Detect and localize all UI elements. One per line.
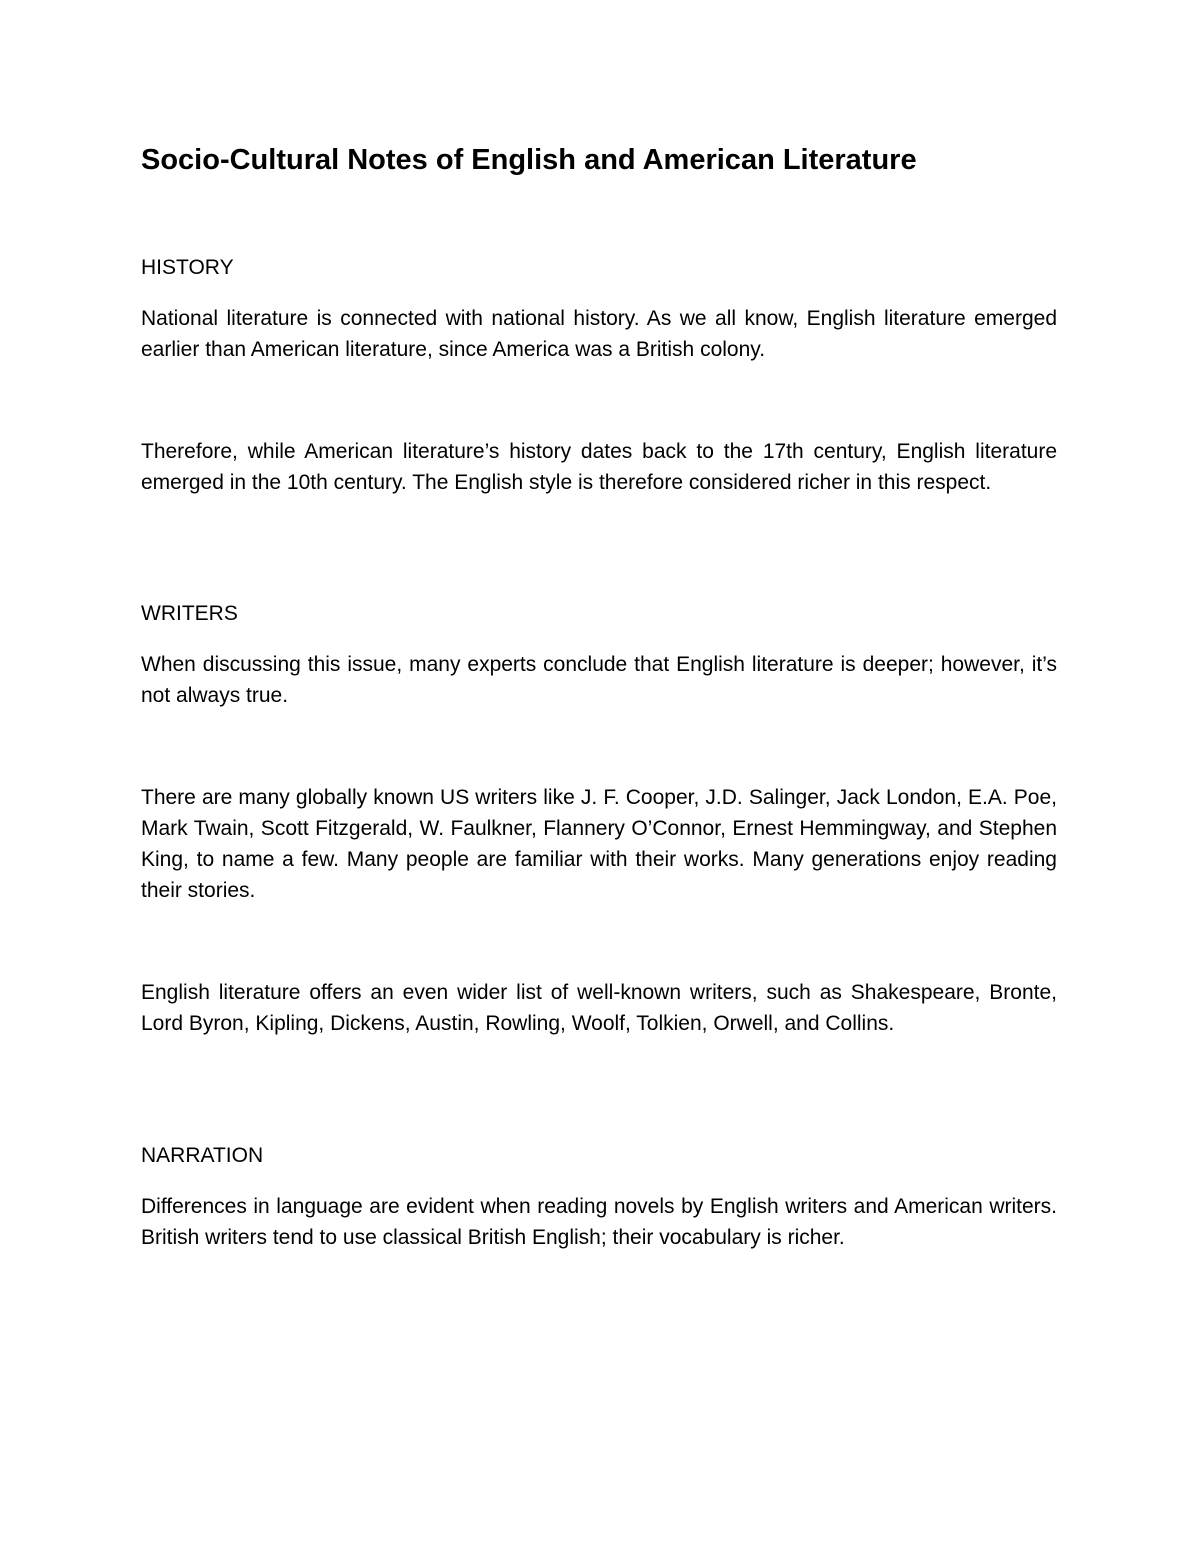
writers-paragraph-3: English literature offers an even wider list of well-known writers, such as Shakespeare, Bronte, Lord Byron, Kipling, Dickens, Austin, Rowling, Woolf, Tolkien, Orwell, and Collins. bbox=[141, 981, 1057, 1035]
section-heading-narration: NARRATION bbox=[141, 1144, 264, 1167]
writers-paragraph-1: When discussing this issue, many experts conclude that English literature is deeper; however, it’s not always true. bbox=[141, 653, 1057, 707]
section-heading-writers: WRITERS bbox=[141, 602, 238, 625]
section-heading-history: HISTORY bbox=[141, 256, 234, 279]
history-paragraph-2: Therefore, while American literature’s history dates back to the 17th century, English literature emerged in the 10th century. The English style is therefore considered richer in this respect. bbox=[141, 440, 1057, 494]
document-title: Socio-Cultural Notes of English and American Literature bbox=[141, 144, 917, 176]
narration-paragraph-1: Differences in language are evident when reading novels by English writers and American writers. British writers tend to use classical British English; their vocabulary is richer. bbox=[141, 1195, 1057, 1249]
writers-paragraph-2: There are many globally known US writers like J. F. Cooper, J.D. Salinger, Jack London, E.A. Poe, Mark Twain, Scott Fitzgerald, W. Faulkner, Flannery O’Connor, Ernest Hemmingway, and Stephen King, to name a few. Many people are familiar with their works. Many generations enjoy reading their stories. bbox=[141, 786, 1057, 902]
history-paragraph-1: National literature is connected with national history. As we all know, English literature emerged earlier than American literature, since America was a British colony. bbox=[141, 307, 1057, 361]
document-page bbox=[141, 0, 1057, 1553]
